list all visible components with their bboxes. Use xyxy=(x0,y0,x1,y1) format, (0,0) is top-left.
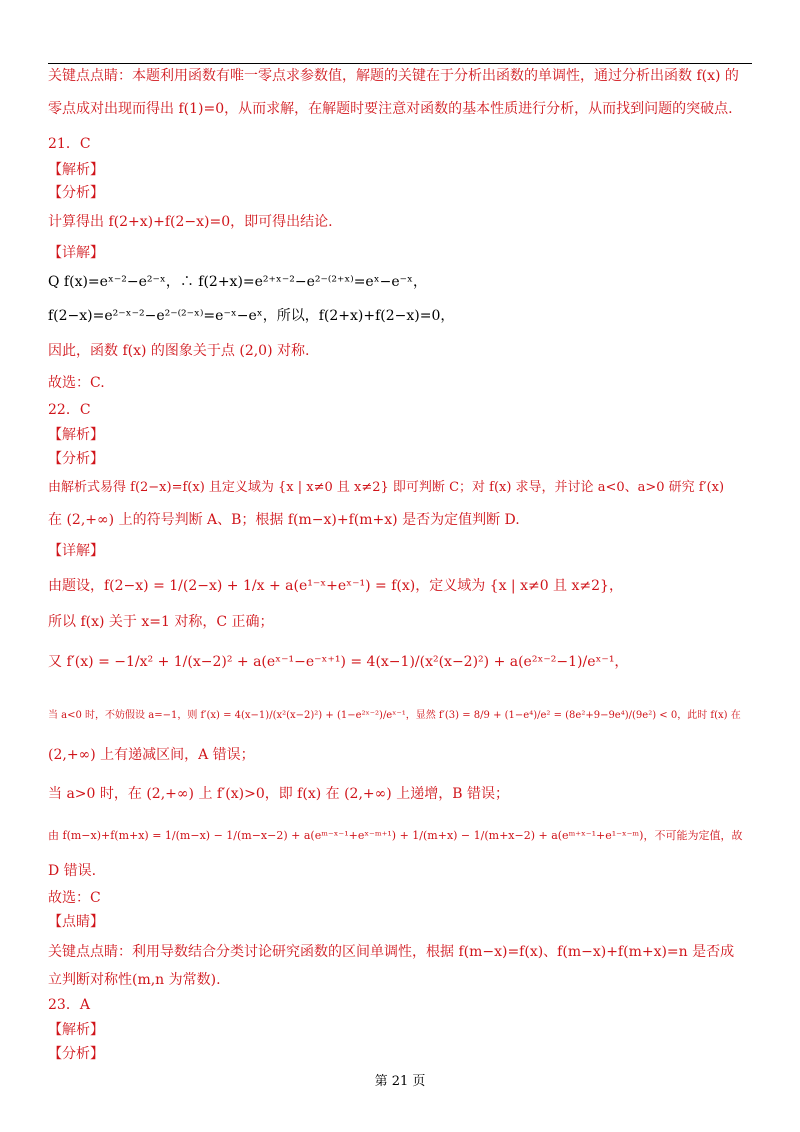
text-line-24: 由 f(m−x)+f(m+x) = 1/(m−x) − 1/(m−x−2) + a(eᵐ⁻ˣ⁻¹+eˣ⁻ᵐ⁺¹) + 1/(m+x) − 1/(m+x−2) + a(eᵐ⁺ˣ⁻¹+e¹⁻ˣ⁻ᵐ)，不可能为定值，故 xyxy=(48,829,743,842)
text-line-2: 零点成对出现而得出 f(1)=0，从而求解，在解题时要注意对函数的基本性质进行分析，从而找到问题的突破点. xyxy=(48,101,733,117)
text-line-20: 又 f′(x) = −1/x² + 1/(x−2)² + a(eˣ⁻¹−e⁻ˣ⁺¹) = 4(x−1)/(x²(x−2)²) + a(e²ˣ⁻²−1)/eˣ⁻¹， xyxy=(48,654,629,670)
text-line-23: 当 a>0 时，在 (2,+∞) 上 f′(x)>0，即 f(x) 在 (2,+∞) 上递增，B 错误； xyxy=(48,786,509,802)
formula-line-1: Q f(x)=eˣ⁻²−e²⁻ˣ，∴ f(2+x)=e²⁺ˣ⁻²−e²⁻⁽²⁺ˣ⁾=eˣ−e⁻ˣ， xyxy=(48,274,427,290)
text-line-22: (2,+∞) 上有递减区间，A 错误； xyxy=(48,747,255,763)
formula-line-2: f(2−x)=e²⁻ˣ⁻²−e²⁻⁽²⁻ˣ⁾=e⁻ˣ−eˣ，所以，f(2+x)+f(2−x)=0， xyxy=(48,308,455,324)
text-line-18: 由题设，f(2−x) = 1/(2−x) + 1/x + a(e¹⁻ˣ+eˣ⁻¹) = f(x)，定义域为 {x | x≠0 且 x≠2}， xyxy=(48,578,623,594)
text-line-1: 关键点点睛：本题利用函数有唯一零点求参数值，解题的关键在于分析出函数的单调性，通过分析出函数 f(x) 的 xyxy=(48,68,739,84)
text-line-6: 计算得出 f(2+x)+f(2−x)=0，即可得出结论. xyxy=(48,214,333,230)
answer-22: 22．C xyxy=(48,402,91,418)
section-jiexi-22: 【解析】 xyxy=(48,427,104,443)
section-fenxi: 【分析】 xyxy=(48,185,104,201)
section-xiangjie-22: 【详解】 xyxy=(48,543,104,559)
section-fenxi-22: 【分析】 xyxy=(48,451,104,467)
text-line-19: 所以 f(x) 关于 x=1 对称，C 正确； xyxy=(48,614,274,630)
header-rule xyxy=(48,63,752,64)
section-jiexi: 【解析】 xyxy=(48,162,104,178)
answer-21: 21．C xyxy=(48,136,91,152)
page-footer: 第 21 页 xyxy=(374,1074,426,1089)
text-line-15: 由解析式易得 f(2−x)=f(x) 且定义域为 {x | x≠0 且 x≠2} 即可判断 C；对 f(x) 求导，并讨论 a<0、a>0 研究 f′(x) xyxy=(48,480,725,495)
text-line-25: D 错误. xyxy=(48,863,97,879)
text-line-29: 立判断对称性(m,n 为常数). xyxy=(48,972,221,988)
text-line-28: 关键点点睛：利用导数结合分类讨论研究函数的区间单调性，根据 f(m−x)=f(x)、f(m−x)+f(m+x)=n 是否成 xyxy=(48,944,735,960)
section-fenxi-23: 【分析】 xyxy=(48,1046,104,1062)
text-line-21: 当 a<0 时，不妨假设 a=−1，则 f′(x) = 4(x−1)/(x²(x−2)²) + (1−e²ˣ⁻²)/eˣ⁻¹，显然 f′(3) = 8/9 + (1−e⁴)/e² = (8e²+9−9e⁴)/(9e²) < 0，此时 f(x) 在 xyxy=(48,710,741,721)
text-line-10: 因此，函数 f(x) 的图象关于点 (2,0) 对称. xyxy=(48,343,310,359)
choice-21: 故选：C. xyxy=(48,375,105,391)
section-jiexi-23: 【解析】 xyxy=(48,1022,104,1038)
section-dianjing: 【点睛】 xyxy=(48,914,104,930)
section-xiangjie: 【详解】 xyxy=(48,245,104,261)
choice-22: 故选：C xyxy=(48,890,101,906)
text-line-16: 在 (2,+∞) 上的符号判断 A、B；根据 f(m−x)+f(m+x) 是否为定值判断 D. xyxy=(48,512,520,528)
answer-23: 23．A xyxy=(48,997,90,1013)
